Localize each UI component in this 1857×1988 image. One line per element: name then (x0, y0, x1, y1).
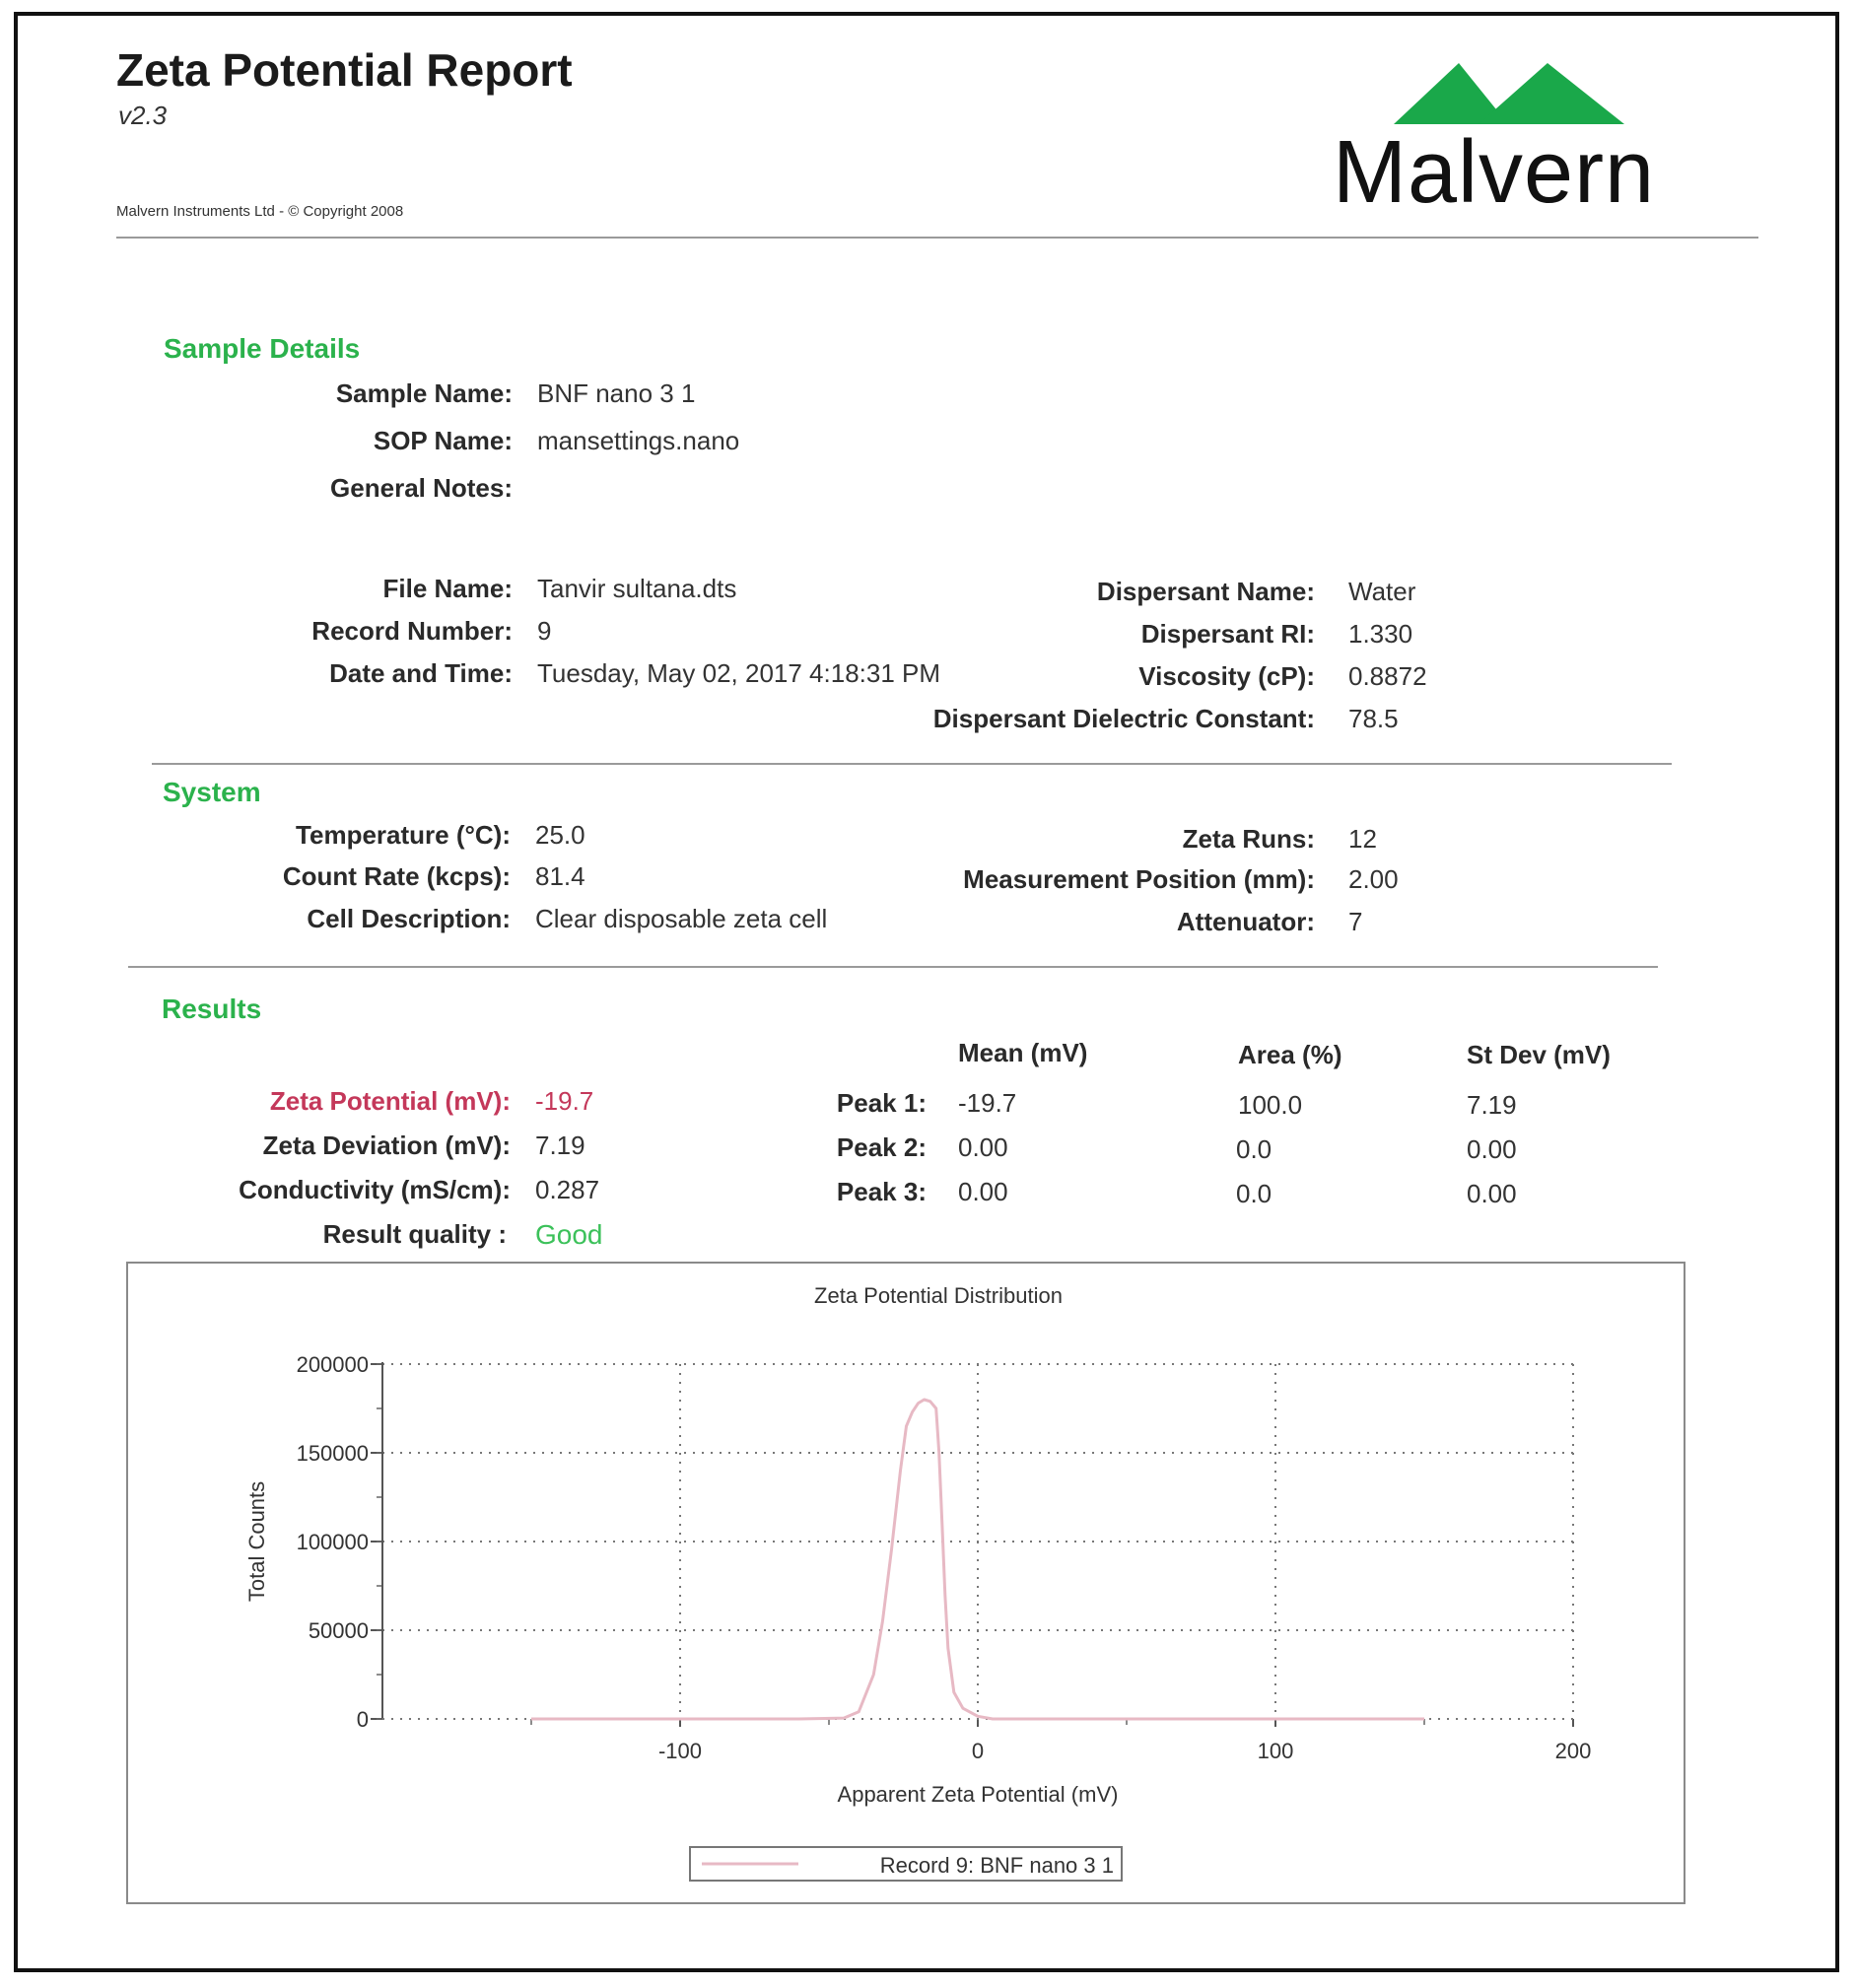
sop-name-value: mansettings.nano (537, 426, 740, 455)
y-tick-label: 0 (356, 1707, 369, 1732)
zeta-deviation-value: 7.19 (535, 1131, 585, 1160)
peak-2-stdev: 0.00 (1467, 1134, 1517, 1164)
peak-2-label: Peak 2: (836, 1132, 927, 1162)
general-notes-label: General Notes: (330, 473, 513, 503)
measurement-position-value: 2.00 (1348, 864, 1399, 894)
chart-svg (128, 1264, 1684, 1902)
mean-column-header: Mean (mV) (958, 1038, 1088, 1067)
x-axis-label: Apparent Zeta Potential (mV) (837, 1782, 1119, 1807)
record-number-label: Record Number: (311, 616, 513, 646)
dielectric-value: 78.5 (1348, 704, 1399, 733)
area-column-header: Area (%) (1238, 1040, 1342, 1069)
viscosity-label: Viscosity (cP): (1138, 661, 1315, 691)
sample-details-heading: Sample Details (164, 333, 361, 364)
report-version: v2.3 (118, 101, 168, 130)
legend-label: Record 9: BNF nano 3 1 (879, 1853, 1114, 1878)
file-name-label: File Name: (382, 574, 513, 603)
malvern-logo: Malvern (1333, 123, 1656, 222)
zeta-runs-value: 12 (1348, 824, 1377, 854)
stdev-column-header: St Dev (mV) (1467, 1040, 1611, 1069)
peak-3-mean: 0.00 (958, 1177, 1008, 1206)
dispersant-name-value: Water (1348, 577, 1416, 606)
peak-3-stdev: 0.00 (1467, 1179, 1517, 1208)
dispersant-ri-label: Dispersant RI: (1140, 619, 1315, 649)
peak-1-label: Peak 1: (836, 1088, 927, 1118)
x-tick-label: 0 (971, 1739, 985, 1763)
measurement-position-label: Measurement Position (mm): (963, 864, 1315, 894)
zeta-potential-label: Zeta Potential (mV): (269, 1086, 511, 1116)
result-quality-label: Result quality : (322, 1219, 507, 1249)
temperature-value: 25.0 (535, 820, 585, 850)
cell-description-label: Cell Description: (307, 904, 511, 933)
temperature-label: Temperature (°C): (296, 820, 511, 850)
chart-title: Zeta Potential Distribution (814, 1283, 1063, 1308)
peak-3-label: Peak 3: (836, 1177, 927, 1206)
conductivity-value: 0.287 (535, 1175, 600, 1204)
y-tick-label: 100000 (296, 1530, 369, 1554)
zeta-deviation-label: Zeta Deviation (mV): (262, 1131, 511, 1160)
y-tick-label: 200000 (296, 1352, 369, 1377)
attenuator-value: 7 (1348, 907, 1363, 936)
peak-3-area: 0.0 (1236, 1179, 1272, 1208)
system-heading: System (163, 777, 261, 807)
viscosity-value: 0.8872 (1348, 661, 1427, 691)
report-title: Zeta Potential Report (116, 44, 573, 96)
copyright-text: Malvern Instruments Ltd - © Copyright 2008 (116, 203, 404, 220)
conductivity-label: Conductivity (mS/cm): (239, 1175, 511, 1204)
sample-name-value: BNF nano 3 1 (537, 378, 696, 408)
peak-2-area: 0.0 (1236, 1134, 1272, 1164)
section-divider (128, 966, 1658, 968)
x-tick-label: 200 (1554, 1739, 1592, 1763)
record-number-value: 9 (537, 616, 552, 646)
date-time-label: Date and Time: (329, 658, 513, 688)
section-divider (152, 763, 1672, 765)
count-rate-label: Count Rate (kcps): (282, 861, 511, 891)
dispersant-name-label: Dispersant Name: (1096, 577, 1315, 606)
date-time-value: Tuesday, May 02, 2017 4:18:31 PM (537, 658, 941, 688)
result-quality-value: Good (535, 1219, 603, 1250)
zeta-potential-value: -19.7 (535, 1086, 594, 1116)
count-rate-value: 81.4 (535, 861, 585, 891)
dispersant-ri-value: 1.330 (1348, 619, 1413, 649)
header-divider (116, 237, 1758, 239)
y-tick-label: 50000 (308, 1618, 369, 1643)
dielectric-label: Dispersant Dielectric Constant: (932, 704, 1315, 733)
peak-1-stdev: 7.19 (1467, 1090, 1517, 1120)
zeta-runs-label: Zeta Runs: (1182, 824, 1315, 854)
sop-name-label: SOP Name: (373, 426, 513, 455)
results-heading: Results (162, 994, 262, 1024)
attenuator-label: Attenuator: (1176, 907, 1315, 936)
sample-name-label: Sample Name: (335, 378, 513, 408)
peak-1-area: 100.0 (1238, 1090, 1303, 1120)
y-tick-label: 150000 (296, 1441, 369, 1466)
peak-1-mean: -19.7 (958, 1088, 1017, 1118)
file-name-value: Tanvir sultana.dts (537, 574, 737, 603)
x-tick-label: -100 (657, 1739, 703, 1763)
peak-2-mean: 0.00 (958, 1132, 1008, 1162)
zeta-distribution-chart (126, 1262, 1685, 1904)
x-tick-label: 100 (1257, 1739, 1294, 1763)
y-axis-label: Total Counts (244, 1480, 269, 1603)
cell-description-value: Clear disposable zeta cell (535, 904, 828, 933)
